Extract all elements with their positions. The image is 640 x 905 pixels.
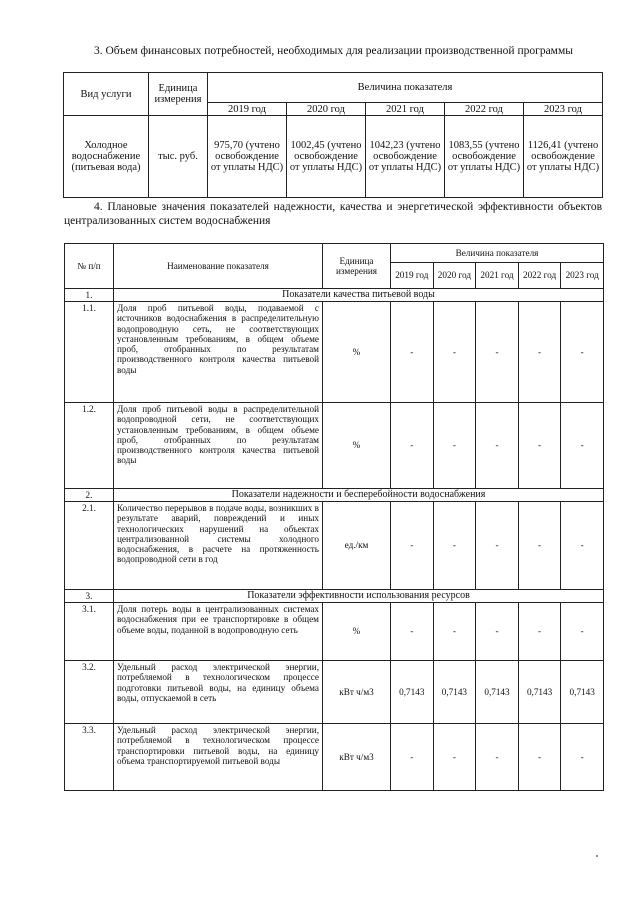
value-cell: -: [518, 724, 561, 791]
section-title: Показатели качества питьевой воды: [114, 289, 604, 302]
value-cell: -: [518, 403, 561, 489]
value-cell: -: [433, 302, 476, 403]
value-cell: 0,7143: [476, 661, 519, 724]
unit-cell: кВт ч/м3: [323, 724, 391, 791]
value-cell: -: [391, 603, 434, 661]
header-value: Величина показателя: [391, 244, 604, 263]
header-year: 2023 год: [561, 263, 604, 289]
header-year: 2021 год: [366, 103, 445, 116]
value-cell: 975,70 (учтено освобождение от уплаты НДС): [208, 116, 287, 198]
value-cell: -: [391, 302, 434, 403]
unit-cell: кВт ч/м3: [323, 661, 391, 724]
header-num: № п/п: [65, 244, 114, 289]
section-title: Показатели надежности и бесперебойности водоснабжения: [114, 489, 604, 502]
value-cell: 1126,41 (учтено освобождение от уплаты НДС): [524, 116, 603, 198]
section4-heading: 4. Плановые значения показателей надежности, качества и энергетической эффективности объектов централизованных систем водоснабжения: [64, 201, 602, 227]
header-year: 2022 год: [445, 103, 524, 116]
scan-speck: [596, 855, 598, 857]
header-year: 2020 год: [433, 263, 476, 289]
unit-cell: %: [323, 302, 391, 403]
indicators-table: [64, 243, 604, 791]
value-cell: -: [391, 724, 434, 791]
header-value: Величина показателя: [208, 73, 603, 103]
value-cell: 0,7143: [433, 661, 476, 724]
row-num: 1.1.: [65, 302, 114, 403]
indicator-name: Доля проб питьевой воды в распределительной водопроводной сети, не соответствующих установленным требованиям, в общем объеме проб, отобранных по результатам производственного контроля качества питьевой воды: [114, 403, 323, 489]
value-cell: -: [476, 724, 519, 791]
row-num: 3.3.: [65, 724, 114, 791]
value-cell: -: [433, 403, 476, 489]
value-cell: -: [561, 724, 604, 791]
unit-cell: тыс. руб.: [149, 116, 208, 198]
indicator-name: Количество перерывов в подаче воды, возникших в результате аварий, повреждений и иных технологических нарушений на объектах централизованной системы холодного водоснабжения, в расчете на протяженность водопроводной сети в год: [114, 502, 323, 590]
value-cell: -: [518, 603, 561, 661]
indicator-name: Удельный расход электрической энергии, потребляемой в технологическом процессе подготовки питьевой воды, на единицу объема воды, отпускаемой в сеть: [114, 661, 323, 724]
indicator-name: Удельный расход электрической энергии, потребляемой в технологическом процессе транспортировки питьевой воды, на единицу объема транспортируемой питьевой воды: [114, 724, 323, 791]
header-year: 2023 год: [524, 103, 603, 116]
value-cell: -: [561, 502, 604, 590]
row-num: 3.2.: [65, 661, 114, 724]
value-cell: 0,7143: [391, 661, 434, 724]
indicator-name: Доля проб питьевой воды, подаваемой с источников водоснабжения в распределительную водопроводную сеть, не соответствующих установленным требованиям, в общем объеме проб, отобранных по результатам производственного контроля качества питьевой воды: [114, 302, 323, 403]
header-unit: Единица измерения: [323, 244, 391, 289]
indicator-name: Доля потерь воды в централизованных системах водоснабжения при ее транспортировке в общем объеме воды, поданной в водопроводную сеть: [114, 603, 323, 661]
value-cell: -: [476, 502, 519, 590]
value-cell: -: [433, 603, 476, 661]
unit-cell: %: [323, 603, 391, 661]
row-num: 3.1.: [65, 603, 114, 661]
unit-cell: %: [323, 403, 391, 489]
header-year: 2022 год: [518, 263, 561, 289]
header-year: 2019 год: [391, 263, 434, 289]
value-cell: -: [433, 724, 476, 791]
value-cell: 1002,45 (учтено освобождение от уплаты НДС): [287, 116, 366, 198]
value-cell: -: [476, 603, 519, 661]
value-cell: -: [561, 403, 604, 489]
row-num: 2.: [65, 489, 114, 502]
header-unit: Единица измерения: [149, 73, 208, 116]
row-num: 1.2.: [65, 403, 114, 489]
value-cell: -: [518, 502, 561, 590]
value-cell: -: [433, 502, 476, 590]
value-cell: -: [476, 302, 519, 403]
header-service: Вид услуги: [64, 73, 149, 116]
row-num: 1.: [65, 289, 114, 302]
header-year: 2021 год: [476, 263, 519, 289]
header-name: Наименование показателя: [114, 244, 323, 289]
header-year: 2019 год: [208, 103, 287, 116]
value-cell: 0,7143: [518, 661, 561, 724]
unit-cell: ед./км: [323, 502, 391, 590]
section3-heading: 3. Объем финансовых потребностей, необходимых для реализации производственной программы: [94, 45, 573, 57]
value-cell: -: [391, 502, 434, 590]
row-num: 3.: [65, 590, 114, 603]
financial-needs-table: [63, 72, 603, 198]
value-cell: -: [561, 302, 604, 403]
value-cell: 1083,55 (учтено освобождение от уплаты НДС): [445, 116, 524, 198]
row-num: 2.1.: [65, 502, 114, 590]
value-cell: 1042,23 (учтено освобождение от уплаты НДС): [366, 116, 445, 198]
value-cell: 0,7143: [561, 661, 604, 724]
service-name: Холодное водоснабжение (питьевая вода): [64, 116, 149, 198]
section-title: Показатели эффективности использования ресурсов: [114, 590, 604, 603]
value-cell: -: [518, 302, 561, 403]
value-cell: -: [476, 403, 519, 489]
value-cell: -: [561, 603, 604, 661]
header-year: 2020 год: [287, 103, 366, 116]
value-cell: -: [391, 403, 434, 489]
